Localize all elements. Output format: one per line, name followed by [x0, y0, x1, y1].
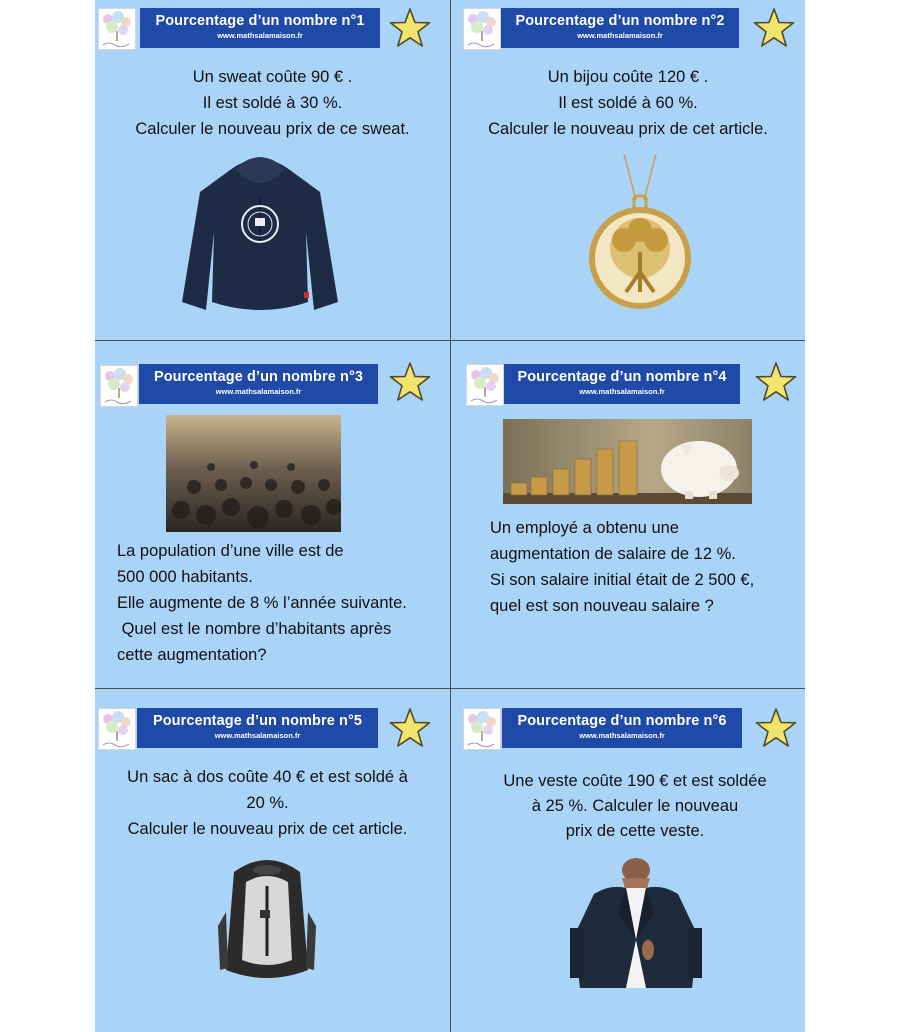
card-title-banner — [501, 8, 739, 48]
tree-pendant-image — [586, 152, 694, 317]
site-url: www.mathsalamaison.fr — [579, 387, 665, 396]
difficulty-star-icon — [388, 360, 432, 404]
mathsalamaison-logo — [463, 708, 501, 750]
row-divider-1 — [95, 340, 805, 341]
exercise-line: cette augmentation? — [117, 646, 267, 664]
exercise-line: Calculer le nouveau prix de ce sweat. — [135, 120, 410, 138]
exercise-text — [95, 764, 440, 842]
card-title-banner — [140, 8, 380, 48]
card-title-banner — [504, 364, 740, 404]
difficulty-star-icon — [388, 706, 432, 750]
exercise-line: Si son salaire initial était de 2 500 €, — [490, 571, 755, 589]
row-divider-2 — [95, 688, 805, 689]
exercise-line: augmentation de salaire de 12 %. — [490, 545, 736, 563]
exercise-line: Un bijou coûte 120 € . — [547, 68, 709, 86]
column-divider — [450, 0, 451, 1032]
difficulty-star-icon — [754, 360, 798, 404]
site-url: www.mathsalamaison.fr — [577, 31, 663, 40]
site-url: www.mathsalamaison.fr — [217, 31, 303, 40]
exercise-text — [451, 64, 805, 142]
exercise-line: à 25 %. Calculer le nouveau — [531, 797, 739, 815]
difficulty-star-icon — [388, 6, 432, 50]
exercise-line: Il est soldé à 30 %. — [202, 94, 343, 112]
card-title: Pourcentage d’un nombre n°3 — [153, 369, 364, 385]
exercise-line: Calculer le nouveau prix de cet article. — [488, 120, 768, 138]
exercise-text — [95, 64, 450, 142]
site-url: www.mathsalamaison.fr — [214, 731, 301, 740]
difficulty-star-icon — [752, 6, 796, 50]
crowd-image — [166, 415, 341, 532]
exercise-line: 500 000 habitants. — [117, 568, 253, 586]
exercise-line: Une veste coûte 190 € et est soldée — [503, 772, 767, 790]
exercise-line: Un employé a obtenu une — [490, 519, 679, 537]
jacket-image — [570, 858, 702, 988]
card-title: Pourcentage d’un nombre n°6 — [517, 713, 727, 729]
exercise-line: 20 %. — [246, 794, 289, 812]
mathsalamaison-logo — [98, 8, 136, 50]
backpack-image — [216, 852, 318, 984]
difficulty-star-icon — [754, 706, 798, 750]
card-title-banner — [139, 364, 378, 404]
mathsalamaison-logo — [466, 364, 504, 406]
exercise-line: Calculer le nouveau prix de cet article. — [127, 820, 408, 838]
exercise-text — [117, 538, 447, 668]
mathsalamaison-logo — [98, 708, 136, 750]
piggy-bank-coins-image — [503, 419, 752, 504]
exercise-line: Elle augmente de 8 % l’année suivante. — [117, 594, 407, 612]
card-title: Pourcentage d’un nombre n°1 — [155, 13, 365, 29]
exercise-line: Il est soldé à 60 %. — [558, 94, 698, 112]
exercise-text — [490, 515, 800, 619]
mathsalamaison-logo — [100, 365, 138, 407]
card-title-banner — [137, 708, 378, 748]
card-title: Pourcentage d’un nombre n°5 — [152, 713, 363, 729]
card-title: Pourcentage d’un nombre n°2 — [515, 13, 725, 29]
card-title-banner — [502, 708, 742, 748]
site-url: www.mathsalamaison.fr — [579, 731, 665, 740]
hoodie-image — [180, 152, 340, 320]
exercise-line: La population d’une ville est de — [117, 542, 344, 560]
exercise-line: Quel est le nombre d’habitants après — [117, 620, 392, 638]
exercise-line: prix de cette veste. — [565, 822, 705, 840]
exercise-line: quel est son nouveau salaire ? — [490, 597, 714, 615]
mathsalamaison-logo — [463, 8, 501, 50]
site-url: www.mathsalamaison.fr — [215, 387, 302, 396]
exercise-line: Un sac à dos coûte 40 € et est soldé à — [127, 768, 408, 786]
exercise-text — [470, 769, 800, 844]
card-title: Pourcentage d’un nombre n°4 — [517, 369, 727, 385]
exercise-line: Un sweat coûte 90 € . — [192, 68, 353, 86]
